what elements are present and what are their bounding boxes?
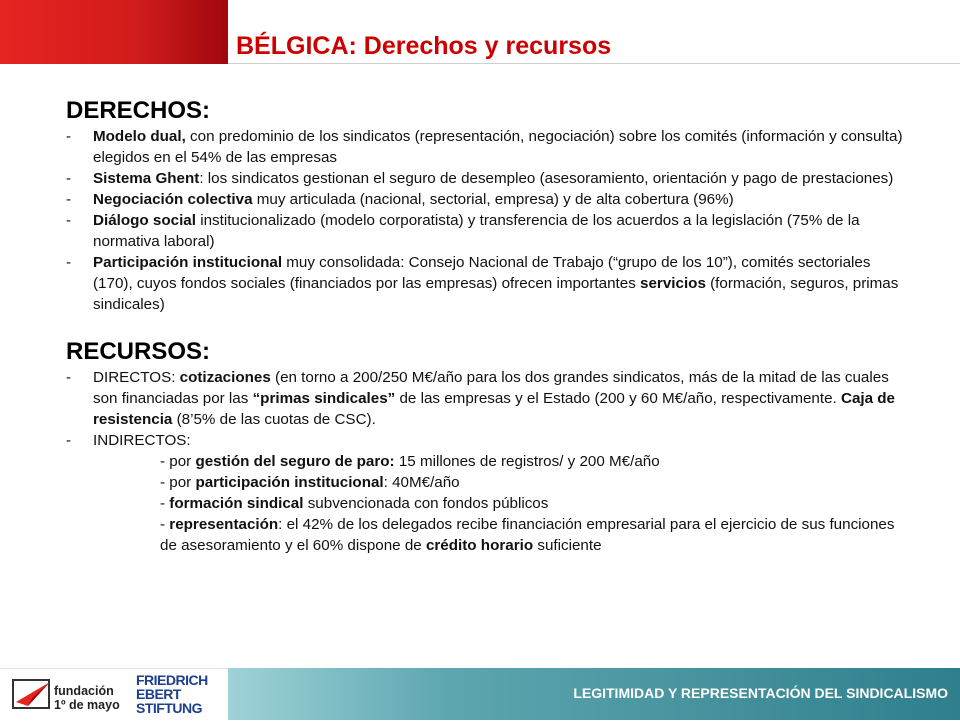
list-item: - Negociación colectiva muy articulada (nacional, sectorial, empresa) y de alta cobertura (96%) — [66, 191, 734, 208]
fundacion-logo-text: fundación 1º de mayo — [54, 684, 120, 712]
fes-logo: FRIEDRICH EBERT STIFTUNG — [136, 672, 208, 716]
header-red-block — [0, 0, 228, 64]
recursos-heading: RECURSOS: — [66, 338, 211, 365]
derechos-heading: DERECHOS: — [66, 97, 211, 124]
paper-plane-logo-icon — [12, 676, 52, 712]
recursos-list — [66, 367, 906, 556]
list-item-directos: - DIRECTOS: cotizaciones (en torno a 200/250 M€/año para los dos grandes sindicatos, más de la mitad de las cuales son financiadas por las “primas sindicales” de las empresas y el Estado (200 y 60 M€/año, respectivamente. Caja de resistencia (8’5% de las cuotas de CSC). — [66, 369, 896, 428]
sub-item: - formación sindical subvencionada con fondos públicos — [160, 495, 549, 512]
derechos-list — [66, 126, 906, 315]
list-item-indirectos: - INDIRECTOS: - por gestión del seguro de paro: 15 millones de registros/ y 200 M€/año - por participación institucional: 40M€/año - formación sindical subvencionada con fondos públicos - representación: el 42% de los delegados recibe financiación empresarial para el ejercicio de sus funciones de asesoramiento y el 60% dispone de crédito horario suficiente — [66, 430, 906, 556]
list-item: - Diálogo social institucionalizado (modelo corporatista) y transferencia de los acuerdos a la legislación (75% de la normativa laboral) — [66, 212, 860, 250]
sub-item: - por participación institucional: 40M€/año — [160, 474, 460, 491]
footer-text: LEGITIMIDAD Y REPRESENTACIÓN DEL SINDICALISMO — [573, 685, 948, 701]
list-item: - Modelo dual, con predominio de los sindicatos (representación, negociación) sobre los comités (información y consulta) elegidos en el 54% de las empresas — [66, 128, 903, 166]
sub-item: - por gestión del seguro de paro: 15 millones de registros/ y 200 M€/año — [160, 453, 660, 470]
section-gap — [66, 315, 906, 337]
list-item: - Sistema Ghent: los sindicatos gestionan el seguro de desempleo (asesoramiento, orientación y pago de prestaciones) — [66, 170, 894, 187]
list-item: - Participación institucional muy consolidada: Consejo Nacional de Trabajo (“grupo de los 10”), comités sectoriales (170), cuyos fondos sociales (financiados por las empresas) ofrecen importantes servicios (formación, seguros, primas sindicales) — [66, 254, 899, 313]
sub-item: - representación: el 42% de los delegados recibe financiación empresarial para el ejercicio de sus funciones de asesoramiento y el 60% dispone de crédito horario suficiente — [160, 516, 895, 554]
slide-content — [66, 96, 906, 556]
footer-bar — [228, 668, 960, 720]
header-divider — [228, 63, 960, 64]
slide-title: BÉLGICA: Derechos y recursos — [236, 32, 612, 60]
